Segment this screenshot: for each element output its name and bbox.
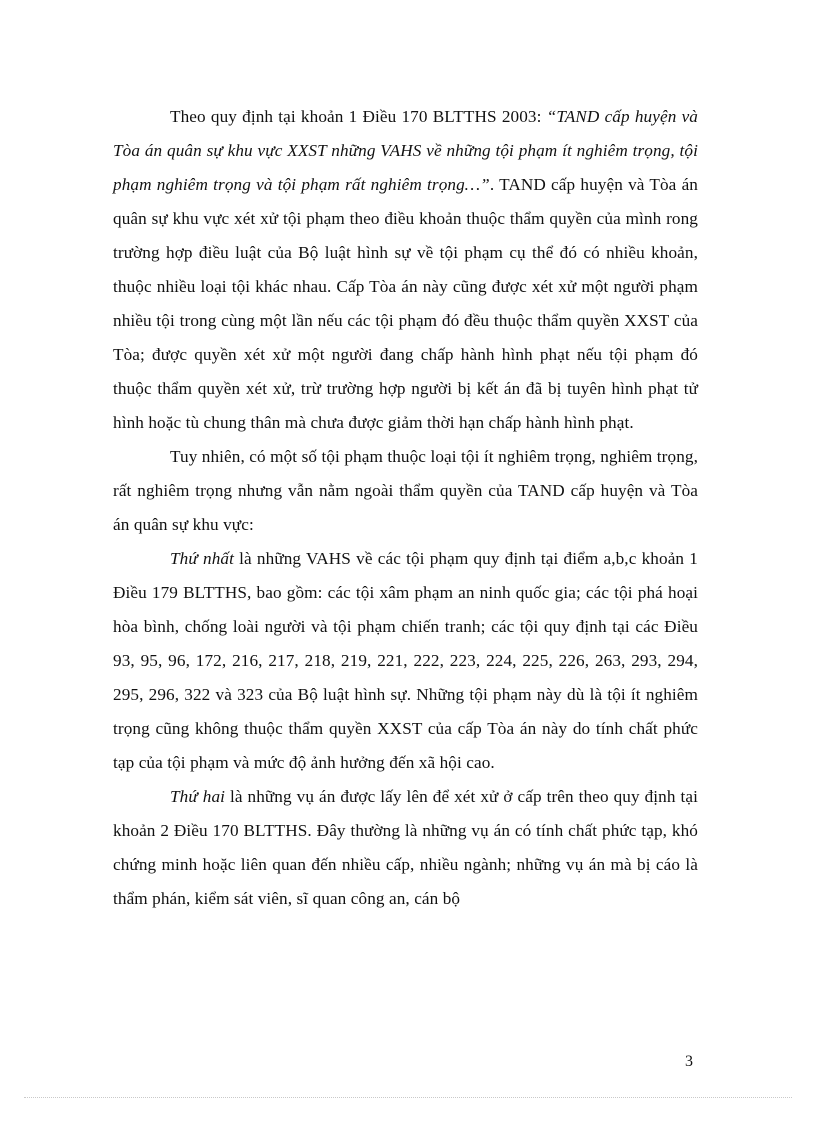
paragraph-3-lead: Thứ nhất xyxy=(170,549,234,568)
page-number: 3 xyxy=(685,1053,693,1070)
paragraph-4-lead: Thứ hai xyxy=(170,787,226,806)
page-bottom-divider xyxy=(24,1097,792,1098)
paragraph-1-intro: Theo quy định tại khoản 1 Điều 170 BLTTHS 2003: xyxy=(170,107,547,126)
paragraph-2-text: Tuy nhiên, có một số tội phạm thuộc loại tội ít nghiêm trọng, nghiêm trọng, rất nghiêm trọng nhưng vẫn nằm ngoài thẩm quyền của TAND cấp huyện và Tòa án quân sự khu vực: xyxy=(113,447,698,534)
paragraph-4-text: là những vụ án được lấy lên để xét xử ở cấp trên theo quy định tại khoản 2 Điều 170 BLTTHS. Đây thường là những vụ án có tính chất phức tạp, khó chứng minh hoặc liên quan đến nhiều cấp, nhiều ngành; những vụ án mà bị cáo là thẩm phán, kiểm sát viên, sĩ quan công an, cán bộ xyxy=(113,787,698,908)
paragraph-1-body: . TAND cấp huyện và Tòa án quân sự khu vực xét xử tội phạm theo điều khoản thuộc thẩm quyền của mình rong trường hợp điều luật của Bộ luật hình sự về tội phạm cụ thể đó có nhiều khoản, thuộc nhiều loại tội khác nhau. Cấp Tòa án này cũng được xét xử một người phạm nhiều tội trong cùng một lần nếu các tội phạm đó đều thuộc thẩm quyền XXST của Tòa; được quyền xét xử một người đang chấp hành hình phạt nếu tội phạm đó thuộc thẩm quyền xét xử, trừ trường hợp người bị kết án đã bị tuyên hình phạt tử hình hoặc tù chung thân mà chưa được giảm thời hạn chấp hành hình phạt. xyxy=(113,175,698,432)
paragraph-1 xyxy=(113,100,698,440)
paragraph-2 xyxy=(113,440,698,542)
legal-quote: “TAND cấp huyện và Tòa án quân sự khu vực XXST những VAHS về những tội phạm ít nghiêm trọng, tội phạm nghiêm trọng và tội phạm rất nghiêm trọng…” xyxy=(113,107,698,194)
paragraph-3-text: là những VAHS về các tội phạm quy định tại điểm a,b,c khoản 1 Điều 179 BLTTHS, bao gồm: các tội xâm phạm an ninh quốc gia; các tội phá hoại hòa bình, chống loài người và tội phạm chiến tranh; các tội quy định tại các Điều 93, 95, 96, 172, 216, 217, 218, 219, 221, 222, 223, 224, 225, 226, 263, 293, 294, 295, 296, 322 và 323 của Bộ luật hình sự. Những tội phạm này dù là tội ít nghiêm trọng cũng không thuộc thẩm quyền XXST của cấp Tòa án này do tính chất phức tạp của tội phạm và mức độ ảnh hưởng đến xã hội cao. xyxy=(113,549,698,772)
paragraph-3 xyxy=(113,542,698,780)
document-body xyxy=(113,100,698,916)
paragraph-4 xyxy=(113,780,698,916)
